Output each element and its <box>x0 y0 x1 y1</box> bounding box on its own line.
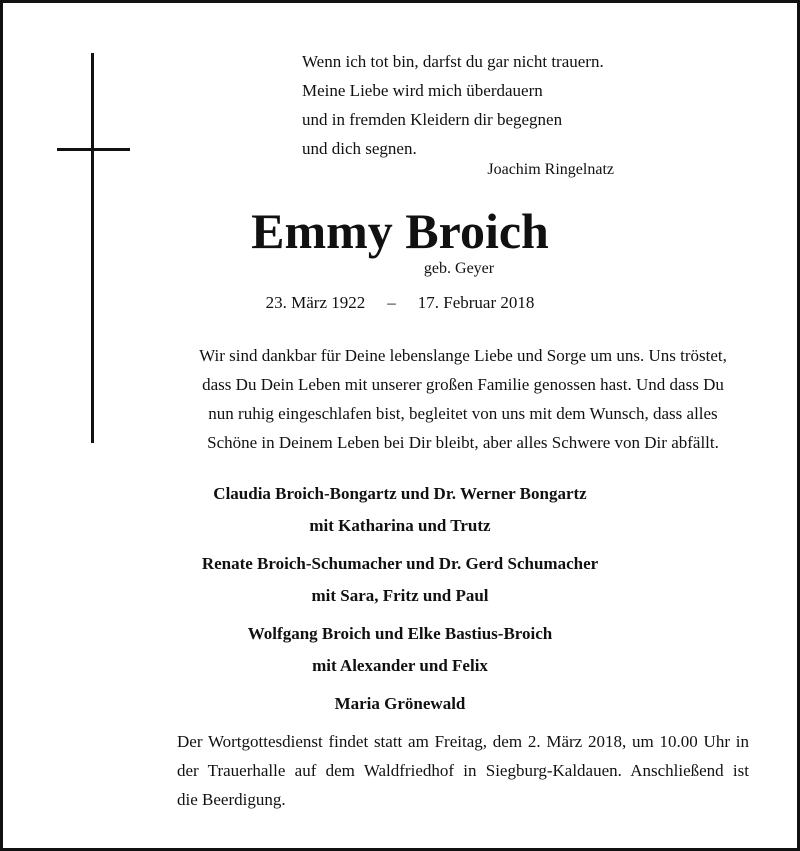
mourner-group <box>3 688 797 720</box>
death-date: 17. Februar 2018 <box>417 293 535 312</box>
mourner-group <box>3 548 797 612</box>
maiden-name: geb. Geyer <box>423 260 495 277</box>
life-dates <box>3 293 797 313</box>
mourner-single: Maria Grönewald <box>334 694 466 713</box>
poem-author: Joachim Ringelnatz <box>487 161 614 178</box>
mourner-names: Renate Broich-Schumacher und Dr. Gerd Schumacher <box>201 554 599 573</box>
mourner-children: mit Alexander und Felix <box>312 656 488 675</box>
gratitude-line: Schöne in Deinem Leben bei Dir bleibt, aber alles Schwere von Dir abfällt. <box>207 433 719 452</box>
poem-line: und in fremden Kleidern dir begegnen <box>302 110 563 129</box>
gratitude-line: nun ruhig eingeschlafen bist, begleitet von uns mit dem Wunsch, dass alles <box>208 404 718 423</box>
mourner-group <box>3 478 797 542</box>
service-info <box>177 727 749 814</box>
poem-line: und dich segnen. <box>302 139 417 158</box>
mourners-list <box>3 478 797 726</box>
service-line: Der Wortgottesdienst findet statt am Freitag, dem 2. März 2018, um 10.00 Uhr in <box>177 732 749 751</box>
poem-line: Meine Liebe wird mich überdauern <box>302 81 543 100</box>
gratitude-text <box>173 341 753 457</box>
service-line: die Beerdigung. <box>177 790 286 809</box>
mourner-group <box>3 618 797 682</box>
mourner-names: Claudia Broich-Bongartz und Dr. Werner Bongartz <box>213 484 587 503</box>
poem-line: Wenn ich tot bin, darfst du gar nicht trauern. <box>302 52 604 71</box>
mourner-children: mit Sara, Fritz und Paul <box>311 586 489 605</box>
mourner-children: mit Katharina und Trutz <box>309 516 491 535</box>
deceased-name: Emmy Broich <box>251 203 549 259</box>
gratitude-line: dass Du Dein Leben mit unserer großen Familie genossen hast. Und dass Du <box>202 375 724 394</box>
gratitude-line: Wir sind dankbar für Deine lebenslange Liebe und Sorge um uns. Uns tröstet, <box>199 346 727 365</box>
birth-date: 23. März 1922 <box>265 293 366 312</box>
service-line: der Trauerhalle auf dem Waldfriedhof in Siegburg-Kaldauen. Anschließend ist <box>177 761 749 780</box>
poem <box>302 47 632 163</box>
date-separator: – <box>387 293 396 312</box>
mourner-names: Wolfgang Broich und Elke Bastius-Broich <box>247 624 553 643</box>
cross-icon-horizontal-bar <box>57 148 130 151</box>
